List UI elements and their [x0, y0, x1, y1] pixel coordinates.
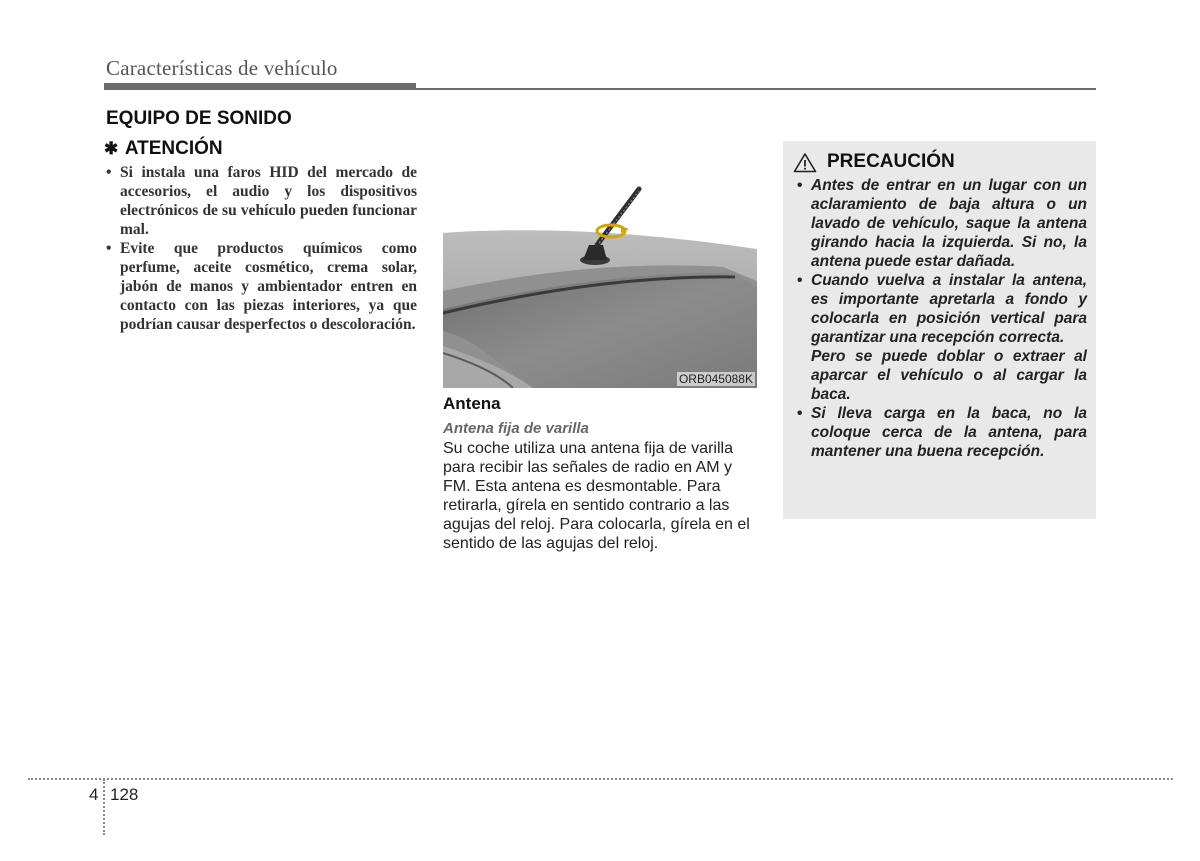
caution-item: • Cuando vuelva a instalar la antena, es importante apretarla a fondo y colocarla en posición vertical para garantizar una recepción correcta.	[793, 271, 1087, 347]
notice-title: ATENCIÓN	[124, 138, 223, 159]
section-title: EQUIPO DE SONIDO	[106, 108, 292, 129]
header-rule-thin	[416, 88, 1096, 90]
caution-item-continuation: Pero se puede doblar o extraer al aparcar el vehículo o al cargar la baca.	[811, 348, 1087, 403]
footer-divider	[28, 778, 1173, 780]
caution-box	[783, 141, 1096, 519]
page-number: 128	[110, 785, 139, 804]
notice-item: • Si instala una faros HID del mercado de accesorios, el audio y los dispositivos electrónicos de su vehículo pueden funcionar mal.	[106, 163, 417, 239]
notice-list	[106, 163, 417, 334]
antenna-body: Su coche utiliza una antena fija de varilla para recibir las señales de radio en AM y FM. Esta antena es desmontable. Para retirarla, gírela en sentido contrario a las agujas del reloj. Para colocarla, gírela en el sentido de las agujas del reloj.	[443, 440, 750, 552]
figure-code: ORB045088K	[678, 372, 753, 386]
caution-title: PRECAUCIÓN	[827, 151, 955, 172]
antenna-section	[443, 394, 757, 553]
caution-heading	[793, 151, 1087, 173]
notice-column	[106, 138, 417, 334]
notice-item: • Evite que productos químicos como perfume, aceite cosmético, crema solar, jabón de manos y ambientador entren en contacto con las piezas interiores, ya que podrían causar desperfectos o descoloración.	[106, 239, 417, 334]
asterisk-icon: ✱	[104, 139, 119, 158]
car-roof-antenna-image	[443, 141, 757, 388]
caution-item: • Antes de entrar en un lugar con un aclaramiento de baja altura o un lavado de vehículo, saque la antena girando hacia la izquierda. Si no, la antena puede estar dañada.	[793, 176, 1087, 271]
warning-icon	[793, 152, 817, 173]
page-header-title: Características de vehículo	[106, 56, 338, 80]
antenna-illustration	[443, 141, 757, 388]
antenna-title: Antena	[443, 394, 501, 413]
chapter-number: 4	[89, 785, 99, 804]
antenna-subtitle: Antena fija de varilla	[443, 420, 589, 437]
caution-list	[793, 176, 1087, 461]
notice-heading	[104, 138, 417, 160]
caution-item: • Si lleva carga en la baca, no la coloque cerca de la antena, para mantener una buena recepción.	[793, 404, 1087, 461]
footer-vertical-divider	[103, 779, 105, 835]
header-rule-thick	[104, 83, 416, 90]
